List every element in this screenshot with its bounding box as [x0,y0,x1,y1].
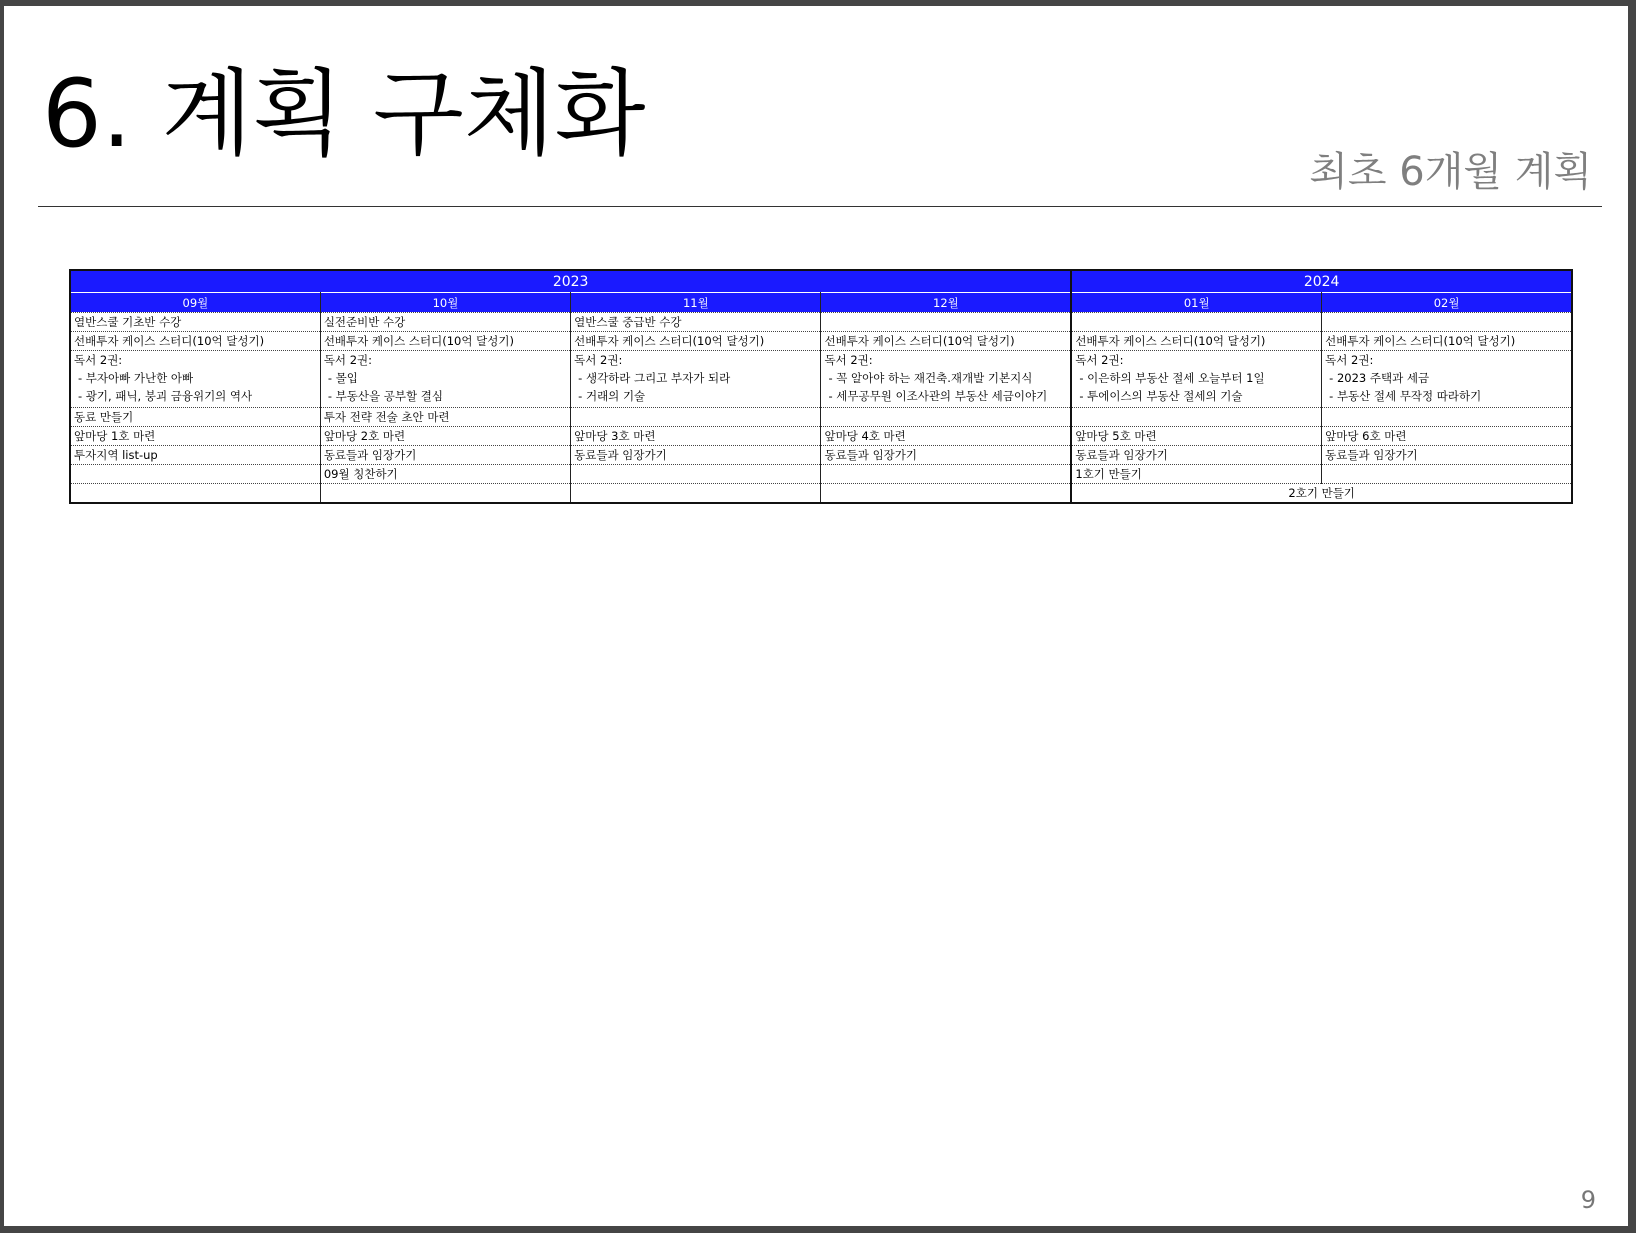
table-cell: 실전준비반 수강 [320,313,570,332]
table-cell: 앞마당 3호 마련 [571,427,821,446]
table-cell: 선배투자 케이스 스터디(10억 달성기) [70,332,320,351]
table-row [70,332,1572,351]
book-title: - 부동산을 공부할 결심 [327,389,443,403]
month-header: 02월 [1322,293,1572,313]
table-cell: 열반스쿨 중급반 수강 [571,313,821,332]
table-cell [70,484,320,504]
table-cell: 동료들과 임장가기 [320,446,570,465]
table-cell [1322,408,1572,427]
table-row [70,408,1572,427]
table-cell [1322,313,1572,332]
month-header: 11월 [571,293,821,313]
table-row [70,446,1572,465]
table-cell: 앞마당 2호 마련 [320,427,570,446]
table-cell: 선배투자 케이스 스터디(10억 달성기) [320,332,570,351]
table-cell: 1호기 만들기 [1071,465,1321,484]
table-cell [571,408,821,427]
month-header: 01월 [1071,293,1321,313]
page-number: 9 [1580,1186,1596,1214]
table-row [70,465,1572,484]
table-cell [320,484,570,504]
reading-head: 독서 2권: [824,353,873,367]
table-row-reading [70,351,1572,408]
reading-head: 독서 2권: [1075,353,1124,367]
plan-table [69,269,1573,504]
year-header-2024: 2024 [1071,270,1572,293]
month-header: 09월 [70,293,320,313]
year-header-row [70,270,1572,293]
reading-head: 독서 2권: [574,353,623,367]
slide [4,6,1628,1226]
table-cell: 선배투자 케이스 스터디(10억 달성기) [571,332,821,351]
reading-cell [1071,351,1321,408]
title-divider [38,206,1602,207]
reading-head: 독서 2권: [1325,353,1374,367]
table-cell [1071,313,1321,332]
table-cell: 동료들과 임장가기 [821,446,1071,465]
table-cell: 동료들과 임장가기 [1322,446,1572,465]
table-cell [1071,408,1321,427]
table-cell [821,465,1071,484]
reading-head: 독서 2권: [74,353,123,367]
table-cell [821,484,1071,504]
book-title: - 생각하라 그리고 부자가 되라 [578,371,731,385]
month-header-row [70,293,1572,313]
table-cell: 앞마당 4호 마련 [821,427,1071,446]
table-row [70,313,1572,332]
reading-cell [571,351,821,408]
book-title: - 거래의 기술 [578,389,646,403]
table-cell: 선배투자 케이스 스터디(10억 달성기) [821,332,1071,351]
table-cell [571,465,821,484]
table-cell: 투자 전략 전술 초안 마련 [320,408,570,427]
book-title: - 광기, 패닉, 붕괴 금융위기의 역사 [78,389,253,403]
table-cell-merged: 2호기 만들기 [1071,484,1572,504]
table-cell [1322,465,1572,484]
table-cell: 앞마당 1호 마련 [70,427,320,446]
table-cell: 앞마당 5호 마련 [1071,427,1321,446]
book-title: - 이은하의 부동산 절세 오늘부터 1일 [1079,371,1265,385]
table-cell [821,313,1071,332]
table-row [70,427,1572,446]
table-cell [821,408,1071,427]
table-row [70,484,1572,504]
book-title: - 투에이스의 부동산 절세의 기술 [1079,389,1243,403]
reading-cell [1322,351,1572,408]
month-header: 10월 [320,293,570,313]
table-cell: 동료들과 임장가기 [571,446,821,465]
table-cell [70,465,320,484]
table-cell: 선배투자 케이스 스터디(10억 달성기) [1322,332,1572,351]
reading-head: 독서 2권: [323,353,373,367]
table-cell: 투자지역 list-up [70,446,320,465]
reading-cell [70,351,320,408]
slide-title: 6. 계획 구체화 [42,60,646,169]
table-cell: 선배투자 케이스 스터디(10억 달성기) [1071,332,1321,351]
book-title: - 부자아빠 가난한 아빠 [78,371,194,385]
book-title: - 부동산 절세 무작정 따라하기 [1329,389,1482,403]
table-cell [571,484,821,504]
book-title: - 꼭 알아야 하는 재건축.재개발 기본지식 [828,371,1033,385]
table-cell: 동료들과 임장가기 [1071,446,1321,465]
table-cell: 앞마당 6호 마련 [1322,427,1572,446]
reading-cell [821,351,1071,408]
book-title: - 몰입 [327,371,358,385]
table-cell: 09월 칭찬하기 [320,465,570,484]
table-cell: 동료 만들기 [70,408,320,427]
reading-cell [320,351,570,408]
month-header: 12월 [821,293,1071,313]
slide-subtitle: 최초 6개월 계획 [1309,149,1592,195]
table-cell: 열반스쿨 기초반 수강 [70,313,320,332]
year-header-2023: 2023 [70,270,1071,293]
book-title: - 2023 주택과 세금 [1329,371,1430,385]
book-title: - 세무공무원 이조사관의 부동산 세금이야기 [828,389,1048,403]
